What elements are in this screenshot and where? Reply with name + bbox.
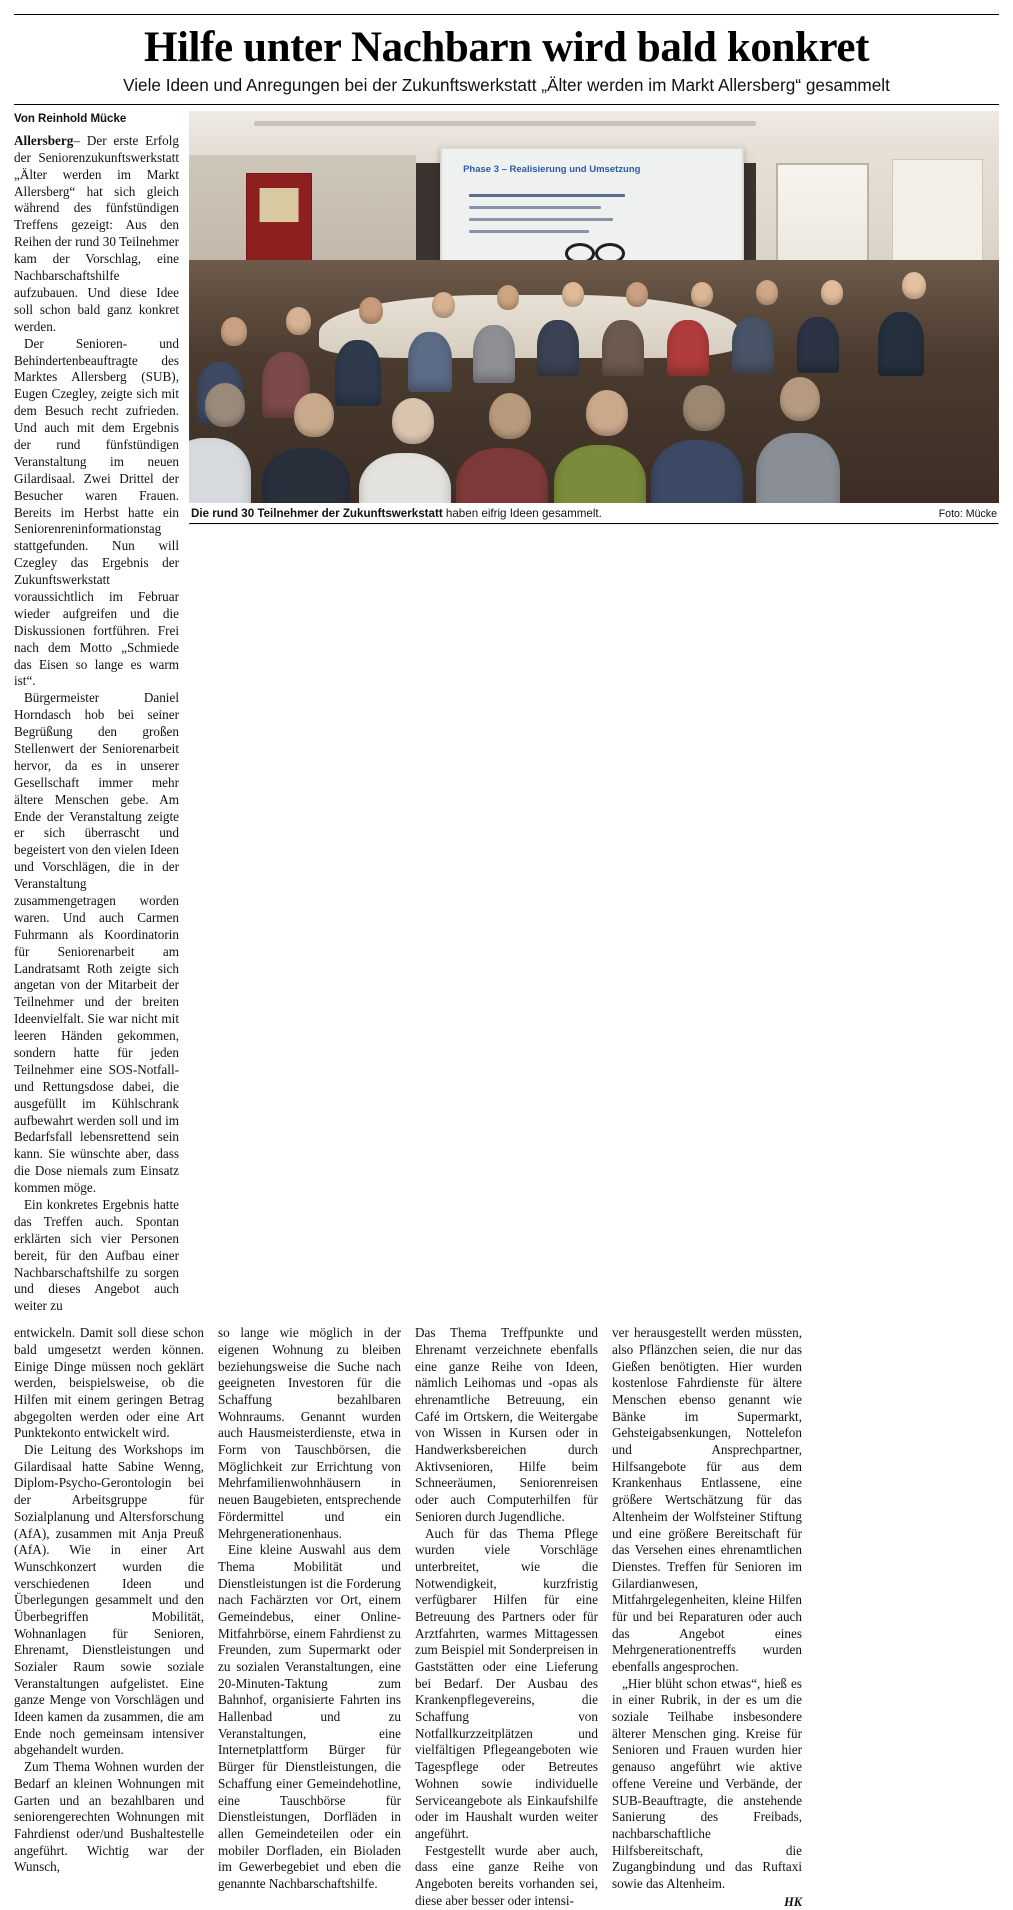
person-body xyxy=(335,340,381,406)
lead-paragraph-1-text: – Der erste Erfolg der Seniorenzukunftswerkstatt „Älter werden im Markt Allersberg“ hat sich gleich während des fünfstündigen Treffens gezeigt: Aus den Reihen der rund 30 Teilnehmer kam der Vorschlag, eine Nachbarschaftshilfe aufzubauen. Und diese Idee soll schon bald ganz konkret werden. xyxy=(14,132,179,334)
person-head xyxy=(821,280,843,305)
person-head xyxy=(586,390,628,436)
paragraph: so lange wie möglich in der eigenen Wohnung zu bleiben beziehungsweise die Suche nach geeigneten Investoren für die Schaffung bezahlbaren Wohnraums. Genannt wurden auch Hausmeisterdienste, etwa in Form von Tauschbörsen, die Möglichkeit zur Errichtung von Mehrfamilienwohnhäusern in neuen Baugebieten, entsprechende Fördermittel und ein Mehrgenerationenhaus. xyxy=(218,1325,401,1541)
person-head xyxy=(683,385,725,431)
paragraph: ver herausgestellt werden müssten, also Pflänzchen seien, die nur das Gießen benötigten. Hier wurden kostenlose Fahrdienste für ältere Menschen ebenso genannt wie Bänke im Supermarkt, Gehsteigabsenkungen, Nottelefon und Ansprechpartner, Hilfsangebote für aus dem Krankenhaus Entlassene, eine größere Wertschätzung für das Altenheim der Wolfsteiner Stiftung und eine größere Bereitschaft für das Versehen eines ehrenamtlichen Dienstes. Treffen für Senioren im Gilardianwesen, Mitfahrgelegenheiten, kleine Hilfen für und bei Reparaturen oder auch das Angebot eines Mehrgenerationentreffs wurden ebenfalls angesprochen. xyxy=(612,1325,802,1675)
paragraph: Eine kleine Auswahl aus dem Thema Mobilität und Dienstleistungen ist die Forderung nach Fachärzten vor Ort, einem Gemeindebus, einer Online-Mitfahrbörse, einem Fahrdienst zu Freunden, zum Supermarkt oder zu sozialen Veranstaltungen, eine 20-Minuten-Taktung zum Bahnhof, organisierte Fahrten ins Hallenbad und zu Veranstaltungen, eine Internetplattform Bürger für Bürger für Dienstleistungen, die Schaffung einer Gemeindehotline, eine Tauschbörse für Dienstleistungen, Dorfläden in allen Gemeindeteilen oder ein mobiler Dorfladen, ein Bioladen im Gewerbegebiet und eben die genannte Nachbarschaftshilfe. xyxy=(218,1542,401,1891)
person-head xyxy=(562,282,584,307)
person-body xyxy=(797,317,839,373)
person-body xyxy=(651,440,743,503)
subhead-divider xyxy=(14,104,999,105)
photo-caption-lead: Die rund 30 Teilnehmer der Zukunftswerkstatt xyxy=(191,506,443,520)
person-head xyxy=(294,393,334,437)
person-body xyxy=(602,320,644,376)
page-title: Hilfe unter Nachbarn wird bald konkret xyxy=(143,24,870,71)
paragraph: Das Thema Treffpunkte und Ehrenamt verzeichnete ebenfalls eine ganze Reihe von Ideen, nämlich Leihomas und -opas als ehrenamtliche Betreuung, ein Café im Ortskern, die Weitergabe von Wissen in Kursen oder in Handwerksbereichen durch Aktivsenioren, Hilfe beim Schneeräumen, Seniorenreisen oder auch Computerhilfen für Senioren durch Jugendliche. xyxy=(415,1325,598,1524)
photo-caption xyxy=(191,507,602,520)
photo-caption-rest: haben eifrig Ideen gesammelt. xyxy=(442,506,602,520)
photo-meeting-room xyxy=(189,111,999,503)
photo-block xyxy=(189,111,999,525)
lead-column xyxy=(14,111,189,1315)
paragraph: Auch für das Thema Pflege wurden viele Vorschläge unterbreitet, wie die Notwendigkeit, kurzfristig verfügbarer Hilfen für eine Betreuung des Partners oder für Arztfahrten, warmes Mittagessen zum Beispiel mit Sonderpreisen in Gaststätten oder eine Lieferung bei Bedarf. Der Ausbau des Krankenpflegevereins, die Schaffung von Notfallkurzzeitplätzen und vielfältigen Pflegeangeboten wie Tagespflege oder Betreutes Wohnen sowie individuelle Serviceangebote als Einkaufshilfe oder im Haushalt wurden weiter angeführt. xyxy=(415,1525,598,1841)
person-head xyxy=(691,282,713,307)
top-divider xyxy=(14,14,999,15)
paragraph: Die Leitung des Workshops im Gilardisaal hatte Sabine Wenng, Diplom-Psycho-Gerontologin bei der Arbeitsgruppe für Sozialplanung und Altersforschung (AfA), zusammen mit Anja Preuß (AfA). Wie in einer Art Wunschkonzert wurden die verschiedenen Ideen und Überlegungen gesammelt und den Überbegriffen Mobilität, Wohnanlagen für Senioren, Ehrenamt, Dienstleistungen und Sozialer Raum sowie soziale Veranstaltungen aufgelistet. Eine ganze Menge von Vorschlägen und Ideen kamen da zusammen, die am Ende noch gemeinsam intensiver abgehandelt wurden. xyxy=(14,1442,204,1758)
body-column-2 xyxy=(408,1325,605,1910)
person-head xyxy=(626,282,648,307)
paragraph: Zum Thema Wohnen wurden der Bedarf an kleinen Wohnungen mit Garten und an bezahlbaren und seniorengerechten Wohnungen mit Fahrdienst oder/und Bushaltestelle angeführt. Wichtig war der Wunsch, xyxy=(14,1759,204,1875)
photo-divider xyxy=(189,523,999,525)
lead-paragraph-4: Ein konkretes Ergebnis hatte das Treffen auch. Spontan erklärten sich vier Personen bereit, für den Aufbau einer Nachbarschaftshilfe zu sorgen und dieses Angebot auch weiter zu xyxy=(14,1197,179,1314)
newspaper-page xyxy=(0,14,1013,1909)
person-head xyxy=(489,393,531,439)
author-signature: HK xyxy=(784,1894,802,1909)
lead-paragraph-2: Der Senioren- und Behindertenbeauftragte des Marktes Allersberg (SUB), Eugen Czegley, zeigte sich mit dem Besuch recht zufrieden. Und auch mit dem Ergebnis der rund fünfstündigen Veranstaltung im neuen Gilardisaal. Zwei Drittel der Besucher waren Frauen. Bereits im Herbst hatte ein Seniorenreninformationstag stattgefunden. Nun will Czegley das Ergebnis der Zukunftswerkstatt voraussichtlich im Februar wieder aufgreifen und die Diskussionen fortführen. Frei nach dem Motto „Schmiede das Eisen so lange es warm ist“. xyxy=(14,335,179,689)
slide-line-4 xyxy=(469,230,589,233)
photo-caption-bar xyxy=(189,503,999,520)
person-head xyxy=(221,317,247,346)
body-column-0 xyxy=(14,1325,211,1910)
body-column-3 xyxy=(605,1325,802,1910)
slide-line-3 xyxy=(469,218,613,221)
body-column-1 xyxy=(211,1325,408,1910)
person-body xyxy=(189,438,251,503)
photo-audience xyxy=(189,252,999,503)
person-body xyxy=(537,320,579,376)
photo-credit: Foto: Mücke xyxy=(938,507,997,520)
person-head xyxy=(497,285,519,310)
person-body xyxy=(667,320,709,376)
person-body xyxy=(554,445,646,503)
person-head xyxy=(205,383,245,427)
person-body xyxy=(408,332,452,392)
person-body xyxy=(473,325,515,383)
person-head xyxy=(286,307,311,335)
person-body xyxy=(756,433,840,503)
person-head xyxy=(432,292,455,318)
person-body xyxy=(732,317,774,373)
person-head xyxy=(902,272,926,299)
byline: Von Reinhold Mücke xyxy=(14,112,127,125)
person-body xyxy=(262,448,350,503)
person-body xyxy=(456,448,548,503)
paragraph: entwickeln. Damit soll diese schon bald umgesetzt werden können. Einige Dinge müssen noch geklärt werden, beispielsweise, ob die Hilfen mit einem geringen Betrag abgegolten werden oder eine Art Punktekonto entwickelt wird. xyxy=(14,1325,204,1441)
lead-paragraph-1 xyxy=(14,133,179,336)
person-body xyxy=(359,453,451,503)
person-head xyxy=(392,398,434,444)
article-body-columns xyxy=(14,1325,999,1910)
slide-line-1 xyxy=(469,194,625,197)
person-head xyxy=(780,377,820,421)
slide-line-2 xyxy=(469,206,601,209)
paragraph: „Hier blüht schon etwas“, hieß es in einer Rubrik, in der es um die soziale Teilhabe insbesondere älterer Menschen ging. Kreise für Senioren und Frauen wurden hier genauso angeführt wie aktive offene Vereine und Verbände, der SUB-Beauftragte, die anstehende Sanierung des Freibads, nachbarschaftliche Hilfsbereitschaft, die Zugangbindung und das Ruftaxi sowie das Altenheim. xyxy=(612,1675,802,1891)
paragraph: Festgestellt wurde aber auch, dass eine ganze Reihe von Angeboten bereits vorhanden sei, diese aber besser oder intensi- xyxy=(415,1842,598,1908)
lead-paragraph-3: Bürgermeister Daniel Horndasch hob bei seiner Begrüßung den großen Stellenwert der Seniorenarbeit hervor, da es in unserer Gesellschaft immer mehr ältere Menschen gebe. Am Ende der Veranstaltung zeigte er sich überrascht und begeistert von den vielen Ideen und Vorschlägen, die in der Veranstaltung zusammengetragen worden waren. Und auch Carmen Fuhrmann als Koordinatorin für Seniorenarbeit am Landratsamt Roth zeigte sich angetan von der Mitarbeit der Teilnehmer und der breiten Ideenvielfalt. Sie war nicht mit leeren Händen gekommen, sondern hatte für jeden Teilnehmer eine SOS-Notfall- und Rettungsdose dabei, die ausgefüllt im Kühlschrank aufbewahrt werden soll und im Bedarfsfall lebensrettend sein kann. Sie wünschte aber, dass die Dose niemals zum Einsatz kommen möge. xyxy=(14,690,179,1196)
lead-and-photo-block xyxy=(14,111,999,1315)
person-body xyxy=(878,312,924,376)
subheadline: Viele Ideen und Anregungen bei der Zukunftswerkstatt „Älter werden im Markt Allersberg“ gesammelt xyxy=(123,75,890,96)
dateline-place: Allersberg xyxy=(14,132,74,148)
person-head xyxy=(359,297,383,324)
person-head xyxy=(756,280,778,305)
slide-title: Phase 3 – Realisierung und Umsetzung xyxy=(463,163,641,175)
